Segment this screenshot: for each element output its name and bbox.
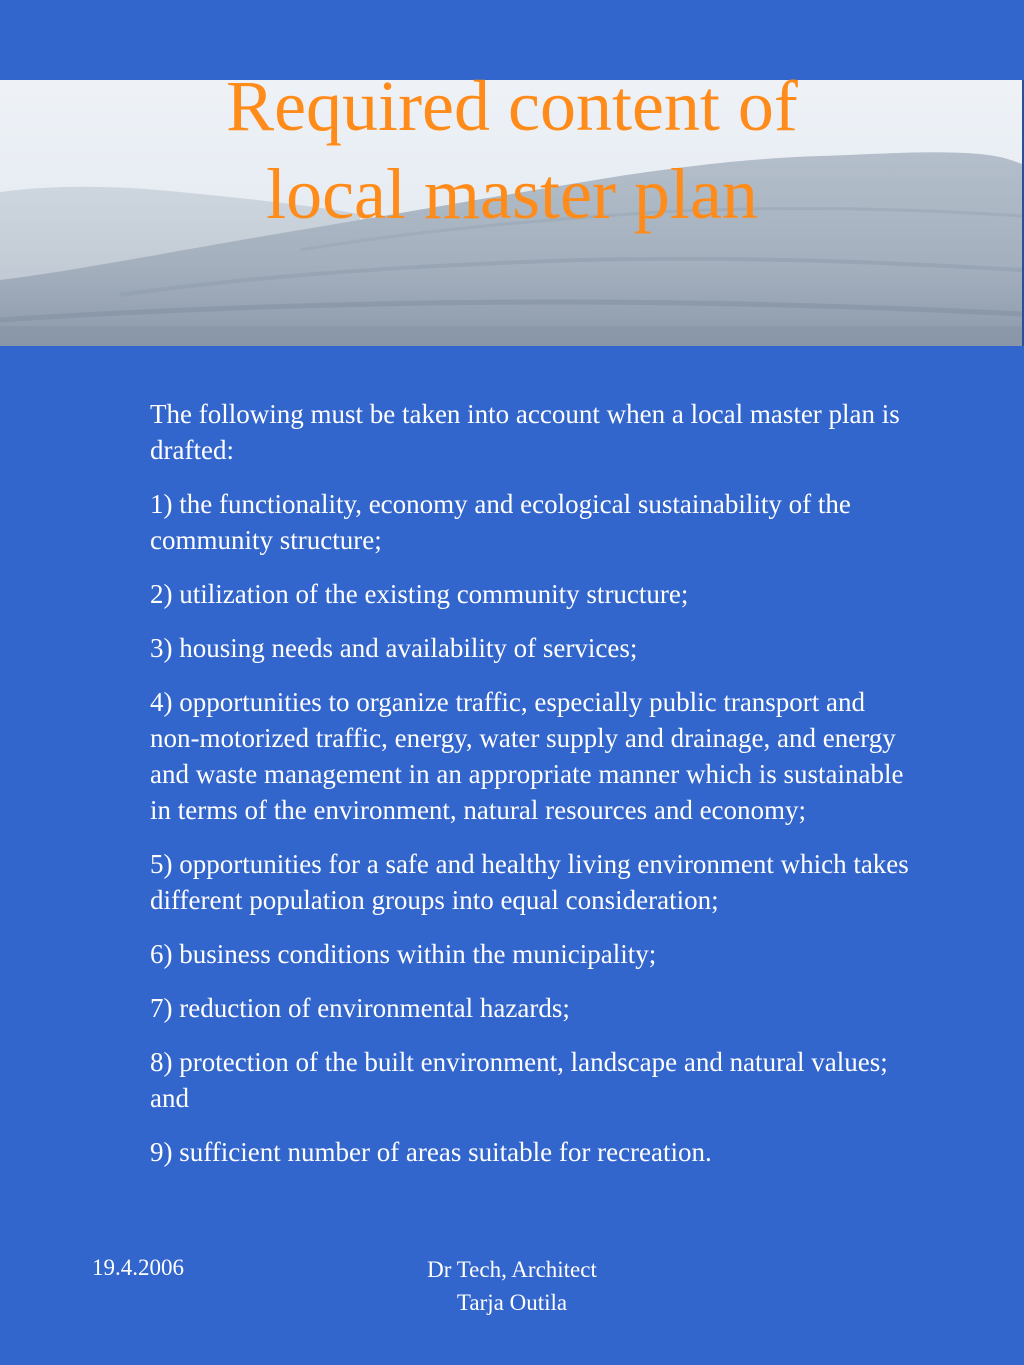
list-item: 2) utilization of the existing community structure; bbox=[150, 579, 689, 609]
footer-author bbox=[380, 1253, 644, 1319]
slide-title-line-1: Required content of bbox=[226, 66, 798, 146]
list-item: 9) sufficient number of areas suitable for recreation. bbox=[150, 1137, 712, 1167]
list-item: 6) business conditions within the municipality; bbox=[150, 939, 657, 969]
list-item: 5) opportunities for a safe and healthy living environment which takes different population groups into equal consideration; bbox=[150, 849, 909, 915]
footer-author-title: Dr Tech, Architect bbox=[427, 1257, 597, 1282]
list-item: 8) protection of the built environment, landscape and natural values; and bbox=[150, 1047, 888, 1113]
slide-body bbox=[150, 396, 920, 1188]
slide-title-line-2: local master plan bbox=[266, 154, 758, 234]
intro-paragraph: The following must be taken into account when a local master plan is drafted: bbox=[150, 399, 900, 465]
list-item: 4) opportunities to organize traffic, especially public transport and non-motorized traffic, energy, water supply and drainage, and energy and waste management in an appropriate manner which is sustainable in terms of the environment, natural resources and economy; bbox=[150, 687, 904, 825]
footer-author-name: Tarja Outila bbox=[456, 1290, 568, 1315]
list-item: 1) the functionality, economy and ecological sustainability of the community structure; bbox=[150, 489, 851, 555]
slide-title bbox=[0, 62, 1024, 238]
list-item: 3) housing needs and availability of services; bbox=[150, 633, 638, 663]
footer-date: 19.4.2006 bbox=[92, 1255, 184, 1280]
list-item: 7) reduction of environmental hazards; bbox=[150, 993, 570, 1023]
